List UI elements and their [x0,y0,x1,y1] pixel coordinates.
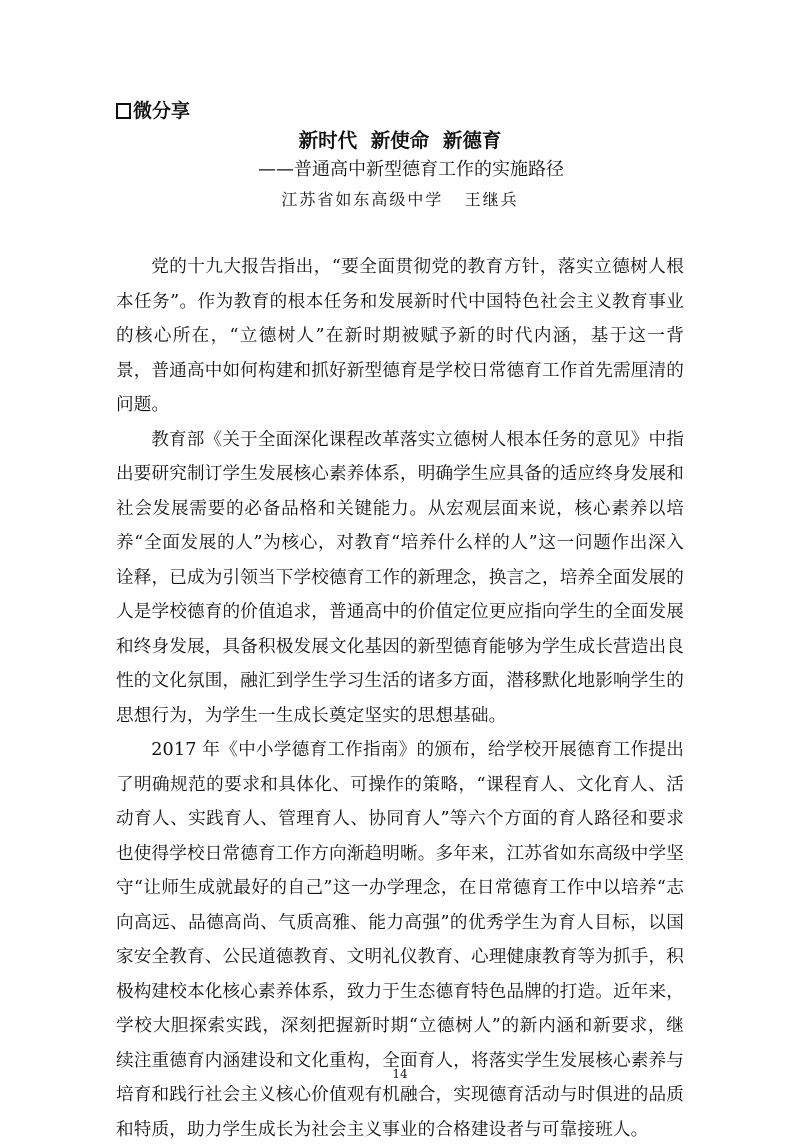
paragraph-1: 党的十九大报告指出，“要全面贯彻党的教育方针，落实立德树人根本任务”。作为教育的根本任务和发展新时代中国特色社会主义教育事业的核心所在，“立德树人”在新时期被赋予新的时代内涵，基于这一背景，普通高中如何构建和抓好新型德育是学校日常德育工作首先需厘清的问题。 [116,257,684,415]
section-heading [116,98,190,124]
paragraph-3: 2017 年《中小学德育工作指南》的颁布，给学校开展德育工作提出了明确规范的要求和具体化、可操作的策略，“课程育人、文化育人、活动育人、实践育人、管理育人、协同育人”等六个方面的育人路径和要求也使得学校日常德育工作方向渐趋明晰。多年来，江苏省如东高级中学坚守“让师生成就最好的自己”这一办学理念，在日常德育工作中以培养“志向高远、品德高尚、气质高雅、能力高强”的优秀学生为育人目标，以国家安全教育、公民道德教育、文明礼仪教育、心理健康教育等为抓手，积极构建校本化核心素养体系，致力于生态德育特色品牌的打造。近年来，学校大胆探索实践，深刻把握新时期“立德树人”的新内涵和新要求，继续注重德育内涵建设和文化重构，全面育人，将落实学生发展核心素养与培育和践行社会主义核心价值观有机融合，实现德育活动与时俱进的品质和特质，助力学生成长为社会主义事业的合格建设者与可靠接班人。 [116,740,684,1140]
checkbox-square-icon [116,103,131,119]
article-body [116,250,684,1147]
article-subtitle: ——普通高中新型德育工作的实施路径 [258,159,564,180]
paragraph-2: 教育部《关于全面深化课程改革落实立德树人根本任务的意见》中指出要研究制订学生发展核心素养体系，明确学生应具备的适应终身发展和社会发展需要的必备品格和关键能力。从宏观层面来说，核心素养以培养“全面发展的人”为核心，对教育“培养什么样的人”这一问题作出深入诠释，已成为引领当下学校德育工作的新理念，换言之，培养全面发展的人是学校德育的价值追求，普通高中的价值定位更应指向学生的全面发展和终身发展，具备积极发展文化基因的新型德育能够为学生成长营造出良性的文化氛围，融汇到学生学习生活的诸多方面，潜移默化地影响学生的思想行为，为学生一生成长奠定坚实的思想基础。 [116,429,684,726]
page-number: 14 [392,1067,408,1081]
section-heading-label: 微分享 [133,100,191,122]
article-title: 新时代 新使命 新德育 [298,129,502,152]
article-author: 江苏省如东高级中学 王继兵 [281,190,519,209]
